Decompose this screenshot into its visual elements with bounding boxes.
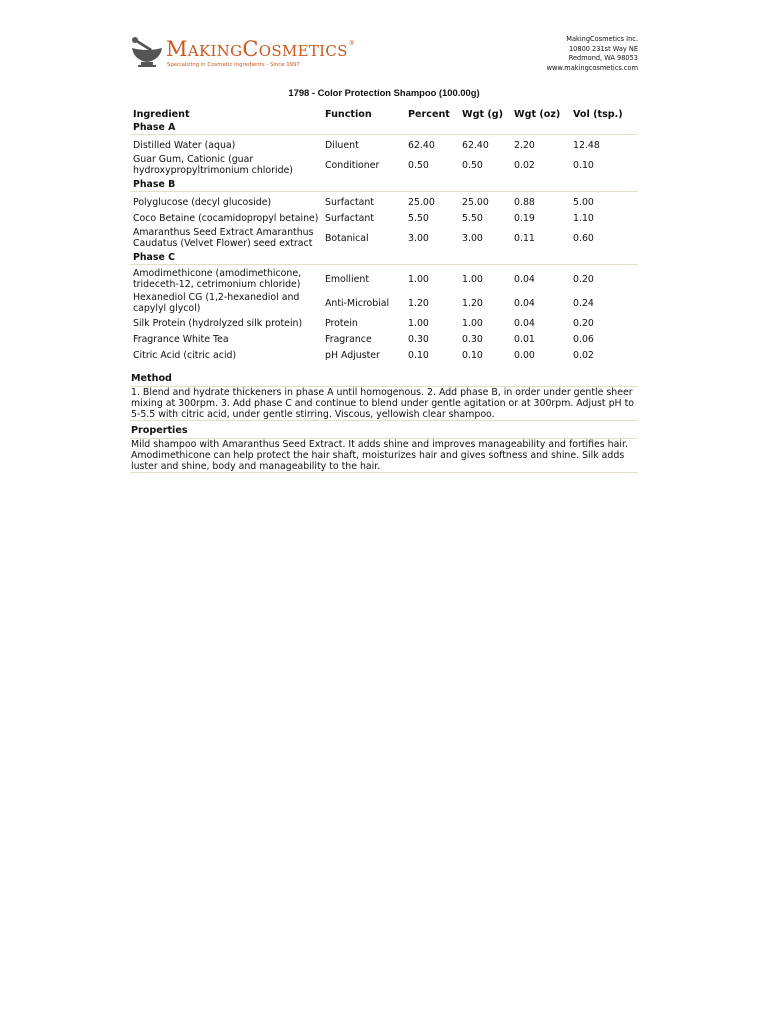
weight-g-cell: 3.00 — [462, 232, 483, 244]
company-address — [547, 35, 638, 73]
function-cell: Conditioner — [325, 159, 380, 171]
table-row — [130, 192, 638, 211]
function-cell: pH Adjuster — [325, 349, 380, 361]
phase-label: Phase A — [130, 120, 638, 135]
volume-tsp-cell: 0.20 — [573, 317, 594, 329]
volume-tsp-cell: 0.02 — [573, 349, 594, 361]
document-header — [130, 36, 638, 86]
address-line: MakingCosmetics Inc. — [566, 35, 638, 43]
percent-cell: 3.00 — [408, 232, 429, 244]
phase-label: Phase C — [130, 250, 638, 265]
weight-g-cell: 25.00 — [462, 196, 489, 208]
volume-tsp-cell: 5.00 — [573, 196, 594, 208]
column-header: Function — [325, 109, 372, 120]
phase-row — [130, 250, 638, 265]
ingredient-cell: Amodimethicone (amodimethicone, trideceth-12, cetrimonium chloride) — [133, 268, 302, 290]
column-header: Vol (tsp.) — [573, 109, 623, 120]
percent-cell: 0.50 — [408, 159, 429, 171]
function-cell: Fragrance — [325, 333, 372, 345]
weight-oz-cell: 0.04 — [514, 317, 535, 329]
percent-cell: 25.00 — [408, 196, 435, 208]
weight-oz-cell: 0.00 — [514, 349, 535, 361]
volume-tsp-cell: 0.20 — [573, 273, 594, 285]
weight-g-cell: 1.20 — [462, 297, 483, 309]
weight-oz-cell: 0.01 — [514, 333, 535, 345]
percent-cell: 5.50 — [408, 212, 429, 224]
ingredient-cell: Polyglucose (decyl glucoside) — [133, 196, 272, 208]
volume-tsp-cell: 0.60 — [573, 232, 594, 244]
weight-g-cell: 1.00 — [462, 317, 483, 329]
percent-cell: 1.00 — [408, 317, 429, 329]
ingredient-cell: Distilled Water (aqua) — [133, 139, 236, 151]
properties-heading: Properties — [130, 424, 638, 439]
table-row — [130, 226, 638, 250]
volume-tsp-cell: 0.24 — [573, 297, 594, 309]
weight-g-cell: 0.10 — [462, 349, 483, 361]
document-page — [130, 36, 638, 473]
weight-oz-cell: 0.02 — [514, 159, 535, 171]
function-cell: Surfactant — [325, 196, 374, 208]
volume-tsp-cell: 0.06 — [573, 333, 594, 345]
address-line: Redmond, WA 98053 — [568, 54, 638, 63]
table-row — [130, 291, 638, 315]
properties-text: Mild shampoo with Amaranthus Seed Extract. It adds shine and improves manageability and fortifies hair. Amodimethicone can help protect the hair shaft, moisturizes hair and gives softness and shine. Silk adds luster and shine, body and manageability to the hair. — [130, 439, 638, 473]
weight-oz-cell: 2.20 — [514, 139, 535, 151]
table-row — [130, 331, 638, 347]
table-row — [130, 153, 638, 177]
function-cell: Surfactant — [325, 212, 374, 224]
table-header-row — [130, 104, 638, 120]
weight-g-cell: 1.00 — [462, 273, 483, 285]
column-header: Wgt (oz) — [514, 109, 561, 120]
function-cell: Diluent — [325, 139, 359, 151]
ingredient-cell: Guar Gum, Cationic (guar hydroxypropyltrimonium chloride) — [133, 154, 293, 176]
weight-g-cell: 62.40 — [462, 139, 489, 151]
phase-row — [130, 120, 638, 135]
function-cell: Emollient — [325, 273, 369, 285]
table-row — [130, 315, 638, 331]
method-heading: Method — [130, 372, 638, 387]
formula-title: 1798 - Color Protection Shampoo (100.00g) — [288, 87, 480, 98]
volume-tsp-cell: 12.48 — [573, 139, 600, 151]
ingredient-cell: Fragrance White Tea — [133, 333, 229, 345]
table-row — [130, 135, 638, 154]
weight-oz-cell: 0.04 — [514, 297, 535, 309]
weight-oz-cell: 0.11 — [514, 232, 535, 244]
weight-g-cell: 5.50 — [462, 212, 483, 224]
ingredient-cell: Amaranthus Seed Extract Amaranthus Caudatus (Velvet Flower) seed extract — [133, 227, 314, 249]
percent-cell: 0.10 — [408, 349, 429, 361]
column-header: Ingredient — [133, 109, 190, 120]
percent-cell: 0.30 — [408, 333, 429, 345]
function-cell: Protein — [325, 317, 358, 329]
weight-oz-cell: 0.19 — [514, 212, 535, 224]
ingredient-cell: Citric Acid (citric acid) — [133, 349, 237, 361]
address-line: 10800 231st Way NE — [568, 44, 638, 53]
percent-cell: 62.40 — [408, 139, 435, 151]
function-cell: Anti-Microbial — [325, 297, 390, 309]
company-tagline: Specializing in Cosmetic Ingredients - Since 1997 — [167, 62, 300, 68]
function-cell: Botanical — [325, 232, 369, 244]
ingredient-cell: Coco Betaine (cocamidopropyl betaine) — [133, 212, 319, 224]
mortar-pestle-icon — [130, 36, 164, 68]
phase-row — [130, 177, 638, 192]
ingredient-cell: Silk Protein (hydrolyzed silk protein) — [133, 317, 303, 329]
weight-g-cell: 0.30 — [462, 333, 483, 345]
table-row — [130, 265, 638, 292]
weight-oz-cell: 0.88 — [514, 196, 535, 208]
column-header: Wgt (g) — [462, 109, 504, 120]
percent-cell: 1.00 — [408, 273, 429, 285]
method-text: 1. Blend and hydrate thickeners in phase A until homogenous. 2. Add phase B, in order under gentle sheer mixing at 300rpm. 3. Add phase C and continue to blend under gentle agitation or at 300rpm. Adjust pH to 5-5.5 with citric acid, under gentle stirring. Viscous, yellowish clear shampoo. — [130, 387, 638, 421]
volume-tsp-cell: 0.10 — [573, 159, 594, 171]
company-logo — [130, 36, 356, 76]
ingredient-cell: Hexanediol CG (1,2-hexanediol and capylyl glycol) — [133, 292, 300, 314]
phase-label: Phase B — [130, 177, 638, 192]
weight-oz-cell: 0.04 — [514, 273, 535, 285]
volume-tsp-cell: 1.10 — [573, 212, 594, 224]
ingredient-table — [130, 104, 638, 363]
table-row — [130, 210, 638, 226]
percent-cell: 1.20 — [408, 297, 429, 309]
weight-g-cell: 0.50 — [462, 159, 483, 171]
address-line: www.makingcosmetics.com — [546, 63, 638, 72]
table-row — [130, 347, 638, 363]
company-brand: MAKINGCOSMETICS® — [166, 37, 356, 61]
column-header: Percent — [408, 109, 450, 120]
